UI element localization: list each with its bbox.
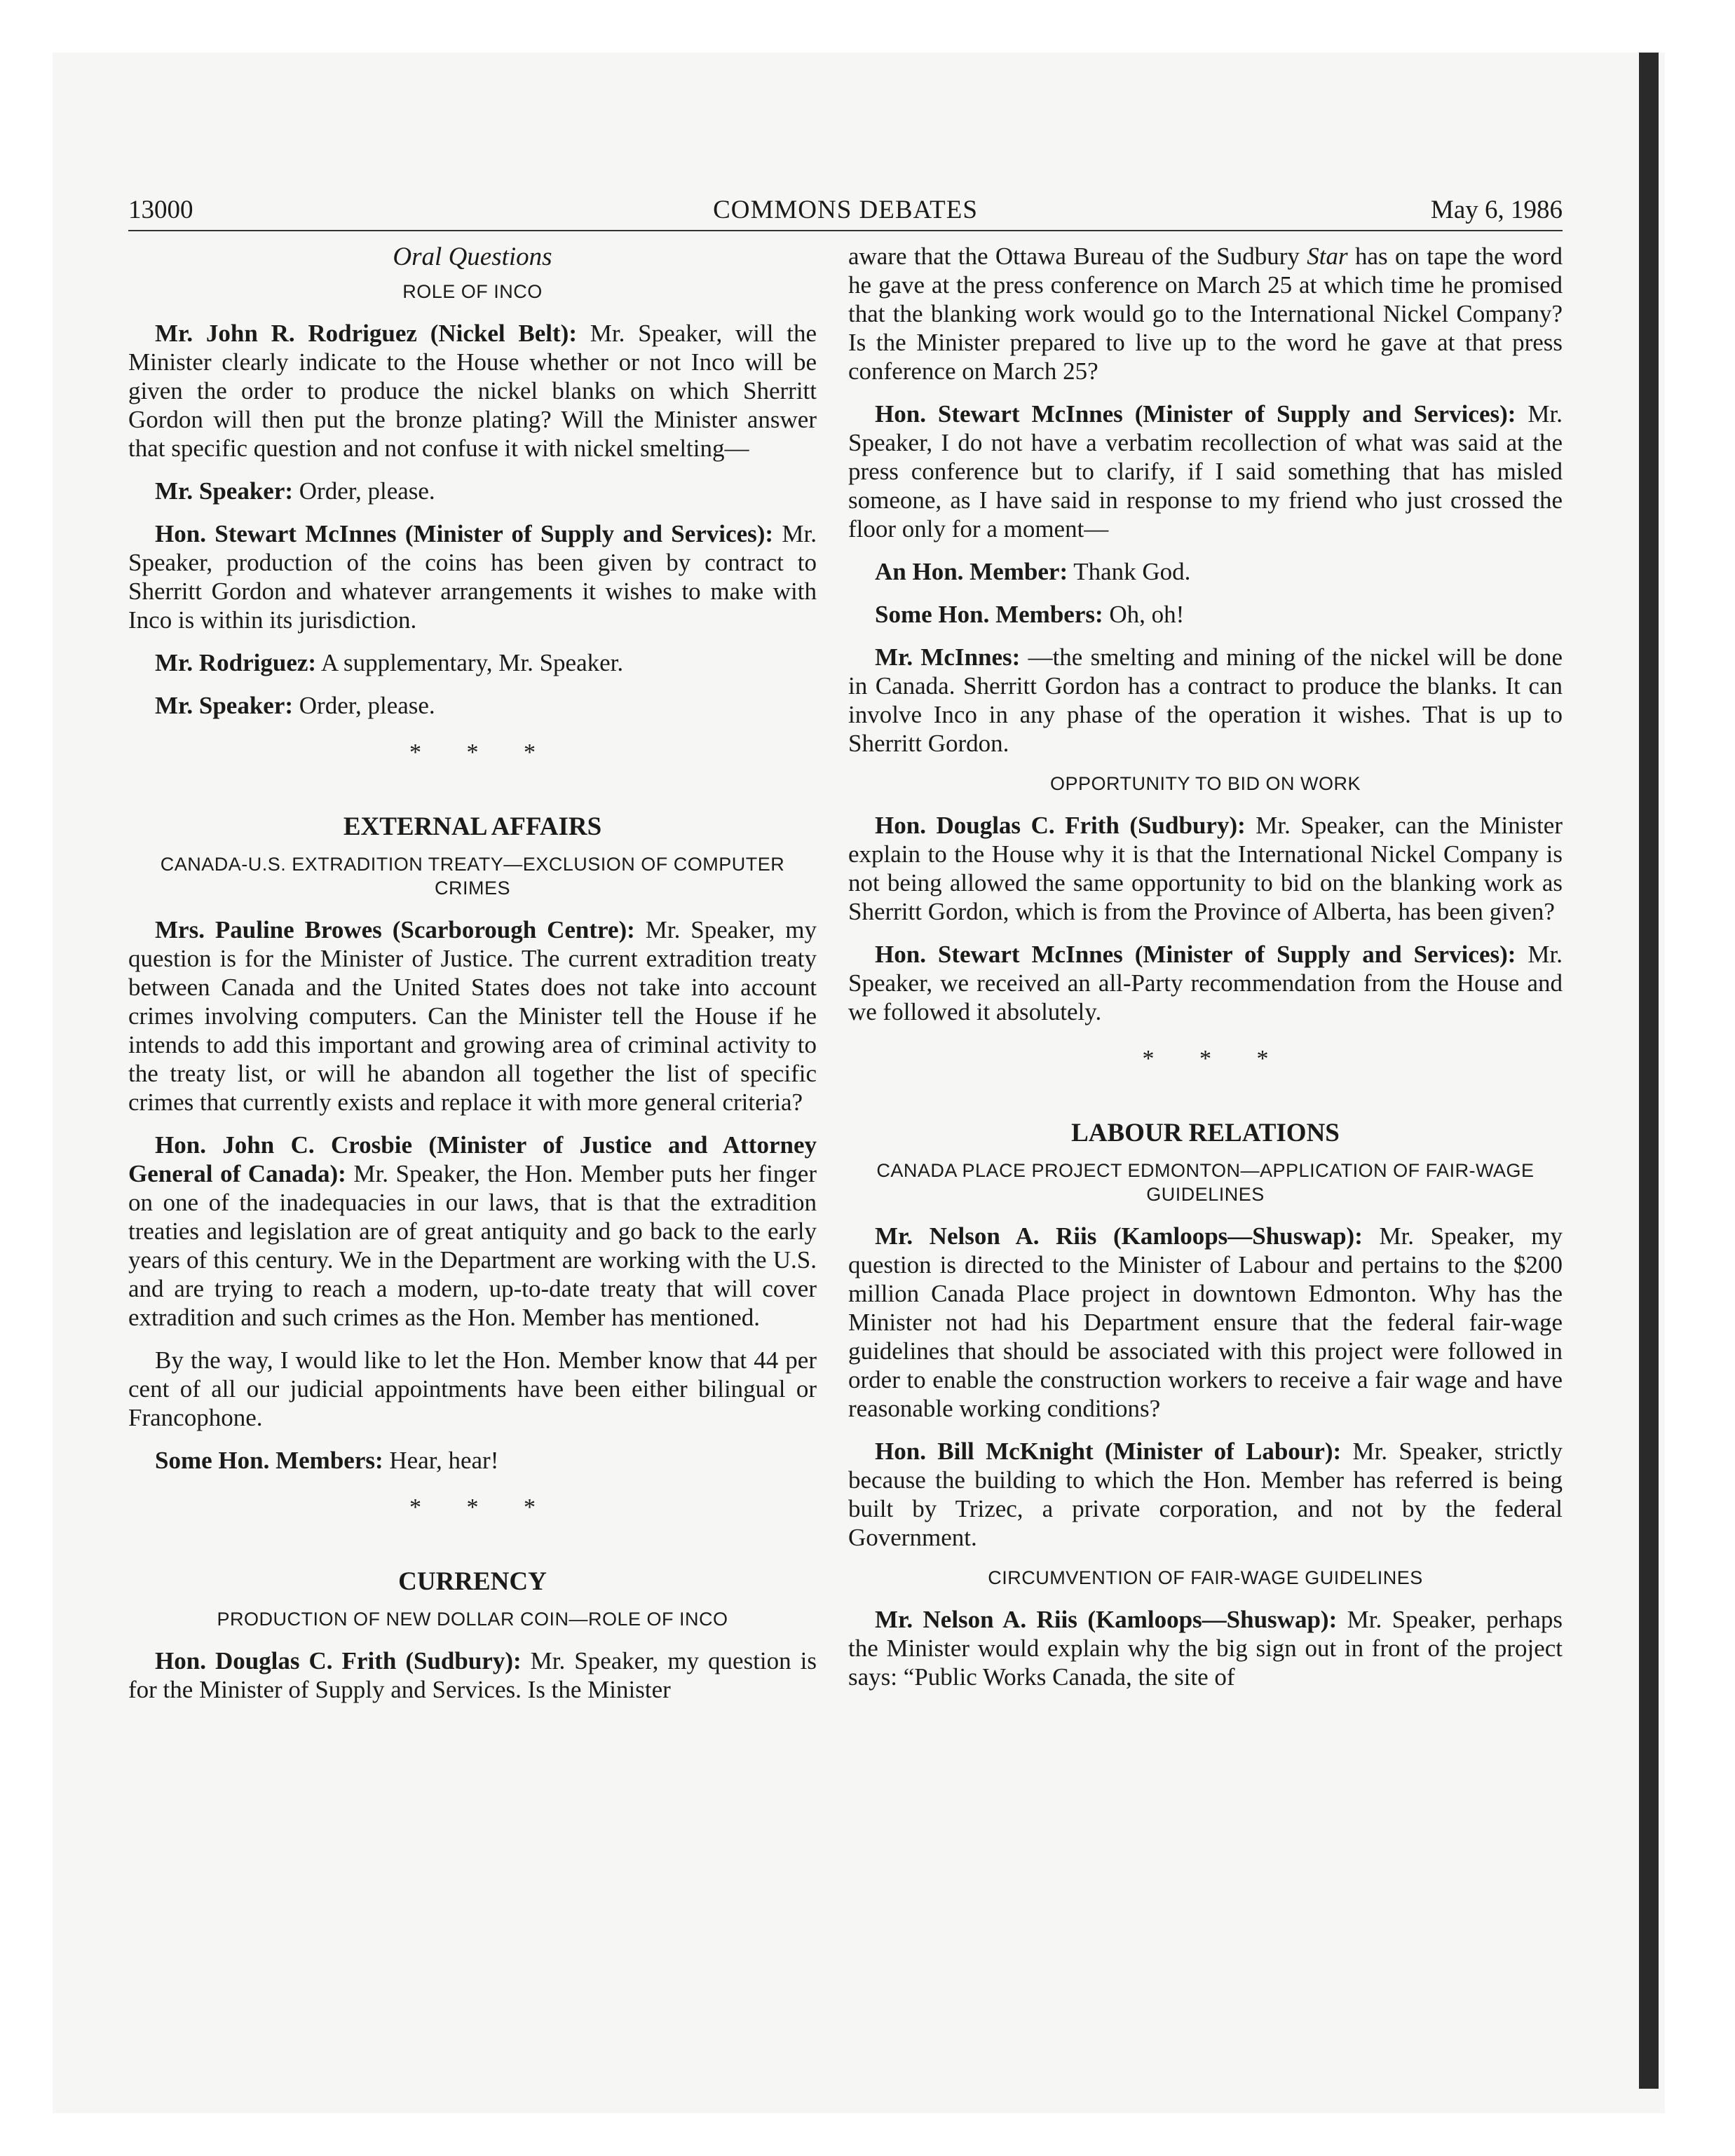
paragraph: By the way, I would like to let the Hon. Member know that 44 per cent of all our judicial appointments have been either bilingual or Francophone. xyxy=(128,1346,817,1431)
speech-text: Mr. Speaker, can the Minister explain to the House why it is that the International Nickel Company is not being allowed the same opportunity to bid on the blanking work as Sherritt Gordon, which is from the Province of Alberta, has been given? xyxy=(848,812,1563,925)
speech-text: Mr. Speaker, my question is directed to the Minister of Labour and pertains to the $200 million Canada Place project in downtown Edmonton. Why has the Minister not had his Department ensure that the federal fair-wage guidelines that should be associated with this project were followed in order to enable the construction workers to receive a fair wage and have reasonable working conditions? xyxy=(848,1222,1563,1422)
paragraph xyxy=(128,1131,817,1332)
speaker-name: Mr. Rodriguez: xyxy=(155,649,317,676)
paragraph xyxy=(848,940,1563,1026)
paragraph xyxy=(128,1446,817,1475)
speech-text: —the smelting and mining of the nickel will be done in Canada. Sherritt Gordon has a contract to produce the blanks. It can involve Inco in any phase of the operation it wishes. That is up to Sherritt Gordon. xyxy=(848,643,1563,757)
speaker-name: Mr. McInnes: xyxy=(875,643,1021,671)
paragraph xyxy=(848,400,1563,543)
subheading-opportunity: OPPORTUNITY TO BID ON WORK xyxy=(1049,773,1361,794)
speaker-name: Some Hon. Members: xyxy=(155,1447,383,1474)
paragraph xyxy=(848,1437,1563,1552)
subheading-circumvention: CIRCUMVENTION OF FAIR-WAGE GUIDELINES xyxy=(988,1567,1423,1588)
speech-text: Thank God. xyxy=(1068,558,1191,585)
section-separator: * * * xyxy=(409,1494,555,1520)
speaker-name: Mr. Nelson A. Riis (Kamloops—Shuswap): xyxy=(875,1222,1363,1250)
speaker-name: Mr. John R. Rodriguez (Nickel Belt): xyxy=(155,320,577,347)
speech-text: Mr. Speaker, will the Minister clearly indicate to the House whether or not Inco will be given the order to produce the nickel blanks on which Sherritt Gordon will then put the bronze plating? Will the Minister answer that specific question and not confuse it with nickel smelting— xyxy=(128,320,817,462)
subheading-dollar-coin: PRODUCTION OF NEW DOLLAR COIN—ROLE OF INCO xyxy=(217,1609,728,1630)
heading-labour-relations: LABOUR RELATIONS xyxy=(1071,1119,1340,1147)
speaker-name: Mr. Nelson A. Riis (Kamloops—Shuswap): xyxy=(875,1606,1338,1633)
speech-text: Mr. Speaker, perhaps the Minister would explain why the big sign out in front of the project says: “Public Works Canada, the site of xyxy=(848,1606,1563,1691)
heading-external-affairs: EXTERNAL AFFAIRS xyxy=(343,812,602,841)
paragraph xyxy=(848,1605,1563,1691)
running-header xyxy=(128,191,1563,231)
speaker-name: Mrs. Pauline Browes (Scarborough Centre): xyxy=(155,916,635,943)
speech-text: Mr. Speaker, production of the coins has been given by contract to Sherritt Gordon and whatever arrangements it wishes to make with Inco is within its jurisdiction. xyxy=(128,520,817,634)
speaker-name: Mr. Speaker: xyxy=(155,692,294,719)
publication-title: COMMONS DEBATES xyxy=(713,196,978,224)
newspaper-name: Star xyxy=(1307,243,1348,270)
right-column xyxy=(848,242,1563,1705)
speech-text: Mr. Speaker, the Hon. Member puts her finger on one of the inadequacies in our laws, that is that the extradition treaties and legislation are of great antiquity and go back to the early years of this century. We in the Department are working with the U.S. and are trying to reach a modern, up-to-date treaty that will cover extradition and such crimes as the Hon. Member has mentioned. xyxy=(128,1160,817,1331)
section-separator: * * * xyxy=(409,739,555,765)
subheading-extradition: CANADA-U.S. EXTRADITION TREATY—EXCLUSION OF COMPUTER CRIMES xyxy=(160,854,785,899)
heading-currency: CURRENCY xyxy=(398,1567,547,1596)
speech-text: Mr. Speaker, strictly because the building to which the Hon. Member has referred is being built by Trizec, a private corporation, and not by the federal Government. xyxy=(848,1438,1563,1551)
speaker-name: Hon. Bill McKnight (Minister of Labour): xyxy=(875,1438,1342,1465)
subheading-role-of-inco: ROLE OF INCO xyxy=(402,281,543,302)
paragraph xyxy=(848,643,1563,758)
paragraph xyxy=(128,477,817,505)
speech-text: A supplementary, Mr. Speaker. xyxy=(316,649,624,676)
publication-date: May 6, 1986 xyxy=(1430,196,1563,224)
speaker-name: Some Hon. Members: xyxy=(875,601,1103,628)
speech-text: aware that the Ottawa Bureau of the Sudbury xyxy=(848,243,1307,270)
page-number: 13000 xyxy=(128,196,193,224)
section-separator: * * * xyxy=(1142,1046,1288,1072)
paragraph-continued xyxy=(848,242,1563,386)
paragraph xyxy=(128,1646,817,1704)
speech-text: Mr. Speaker, we received an all-Party recommendation from the House and we followed it absolutely. xyxy=(848,941,1563,1025)
section-title: Oral Questions xyxy=(393,243,552,271)
speaker-name: Hon. John C. Crosbie (Minister of Justice and Attorney General of Canada): xyxy=(128,1131,817,1187)
paragraph xyxy=(848,811,1563,926)
speaker-name: Hon. Stewart McInnes (Minister of Supply and Services): xyxy=(875,941,1516,968)
paragraph xyxy=(128,648,817,677)
speech-text: Order, please. xyxy=(293,692,435,719)
speaker-name: Hon. Stewart McInnes (Minister of Supply and Services): xyxy=(875,400,1516,428)
paragraph xyxy=(128,319,817,463)
paragraph xyxy=(128,691,817,720)
paragraph xyxy=(848,600,1563,629)
speech-text: Oh, oh! xyxy=(1103,601,1185,628)
speaker-name: Mr. Speaker: xyxy=(155,477,294,505)
speech-text: Hear, hear! xyxy=(383,1447,499,1474)
speaker-name: An Hon. Member: xyxy=(875,558,1068,585)
paragraph xyxy=(848,557,1563,586)
scan-edge-shadow xyxy=(1639,53,1659,2089)
speech-text: Mr. Speaker, I do not have a verbatim recollection of what was said at the press conference but to clarify, if I said something that has misled someone, as I have said in response to my friend who just crossed the floor only for a moment— xyxy=(848,400,1563,543)
speech-text: Mr. Speaker, my question is for the Minister of Justice. The current extradition treaty between Canada and the United States does not take into account crimes involving computers. Can the Minister tell the House if he intends to add this important and growing area of criminal activity to the treaty list, or will he abandon all together the list of specific crimes that currently exists and replace it with more general criteria? xyxy=(128,916,817,1116)
paragraph xyxy=(128,519,817,634)
speaker-name: Hon. Douglas C. Frith (Sudbury): xyxy=(875,812,1246,839)
speech-text: Mr. Speaker, my question is for the Minister of Supply and Services. Is the Minister xyxy=(128,1647,817,1703)
left-column xyxy=(128,242,817,1718)
paragraph xyxy=(128,915,817,1117)
speaker-name: Hon. Douglas C. Frith (Sudbury): xyxy=(155,1647,522,1674)
subheading-canada-place: CANADA PLACE PROJECT EDMONTON—APPLICATION OF FAIR-WAGE GUIDELINES xyxy=(876,1160,1535,1205)
speech-text: has on tape the word he gave at the press conference on March 25 at which time he promised that the blanking work would go to the International Nickel Company? Is the Minister prepared to live up to the word he gave at that press conference on March 25? xyxy=(848,243,1563,385)
paragraph xyxy=(848,1222,1563,1423)
speaker-name: Hon. Stewart McInnes (Minister of Supply and Services): xyxy=(155,520,774,547)
speech-text: Order, please. xyxy=(293,477,435,505)
